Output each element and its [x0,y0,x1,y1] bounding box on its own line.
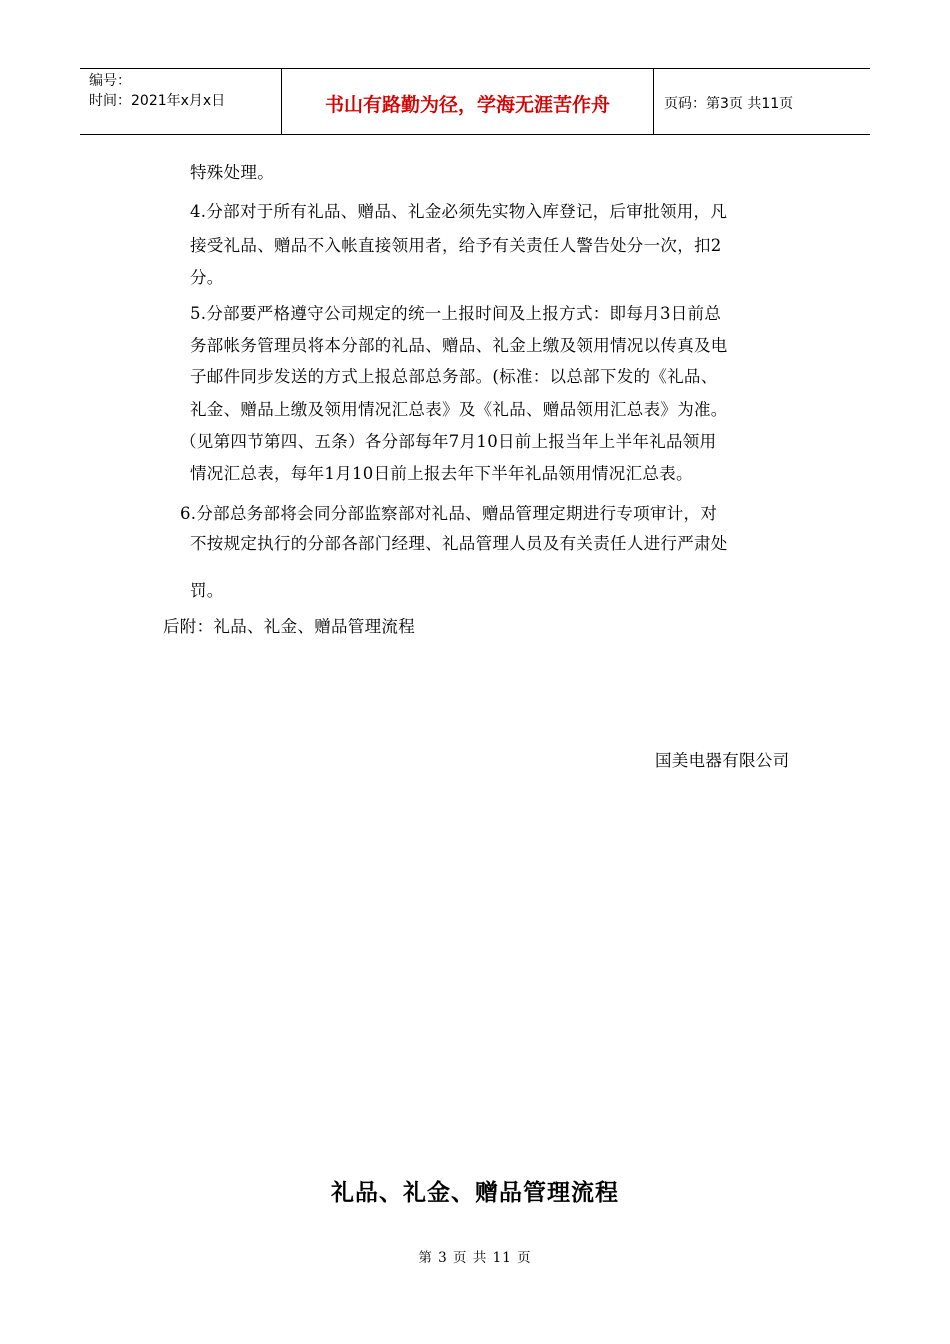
body-line: 5.分部要严格遵守公司规定的统一上报时间及上报方式：即每月3日前总 [190,304,722,323]
body-line: 6.分部总务部将会同分部监察部对礼品、赠品管理定期进行专项审计，对 [180,504,718,523]
body-line: 接受礼品、赠品不入帐直接领用者，给予有关责任人警告处分一次，扣2 [190,236,722,255]
document-time-label: 时间：2021年x月x日 [89,93,226,109]
attachment-note: 后附：礼品、礼金、赠品管理流程 [163,617,415,636]
page-footer: 第 3 页 共 11 页 [418,1250,532,1266]
header-motto: 书山有路勤为径，学海无涯苦作舟 [282,69,654,134]
body-line: 礼金、赠品上缴及领用情况汇总表》及《礼品、赠品领用汇总表》为准。 [190,400,728,419]
page-header [80,68,870,135]
body-line: 罚。 [190,581,224,600]
header-page-info: 页码：第3页 共11页 [664,96,794,112]
company-signature: 国美电器有限公司 [655,751,790,770]
body-line: 不按规定执行的分部各部门经理、礼品管理人员及有关责任人进行严肃处 [190,534,728,553]
body-line: 情况汇总表，每年1月10日前上报去年下半年礼品领用情况汇总表。 [190,464,693,483]
body-line: 子邮件同步发送的方式上报总部总务部。(标准：以总部下发的《礼品、 [190,367,718,386]
body-line: 分。 [190,268,224,287]
header-meta [80,69,282,134]
document-number-label: 编号： [89,73,131,89]
body-line: 特殊处理。 [190,163,274,182]
body-line: 4.分部对于所有礼品、赠品、礼金必须先实物入库登记，后审批领用，凡 [190,202,728,221]
body-line: （见第四节第四、五条）各分部每年7月10日前上报当年上半年礼品领用 [180,432,717,451]
section-title: 礼品、礼金、赠品管理流程 [331,1180,619,1206]
body-line: 务部帐务管理员将本分部的礼品、赠品、礼金上缴及领用情况以传真及电 [190,336,728,355]
